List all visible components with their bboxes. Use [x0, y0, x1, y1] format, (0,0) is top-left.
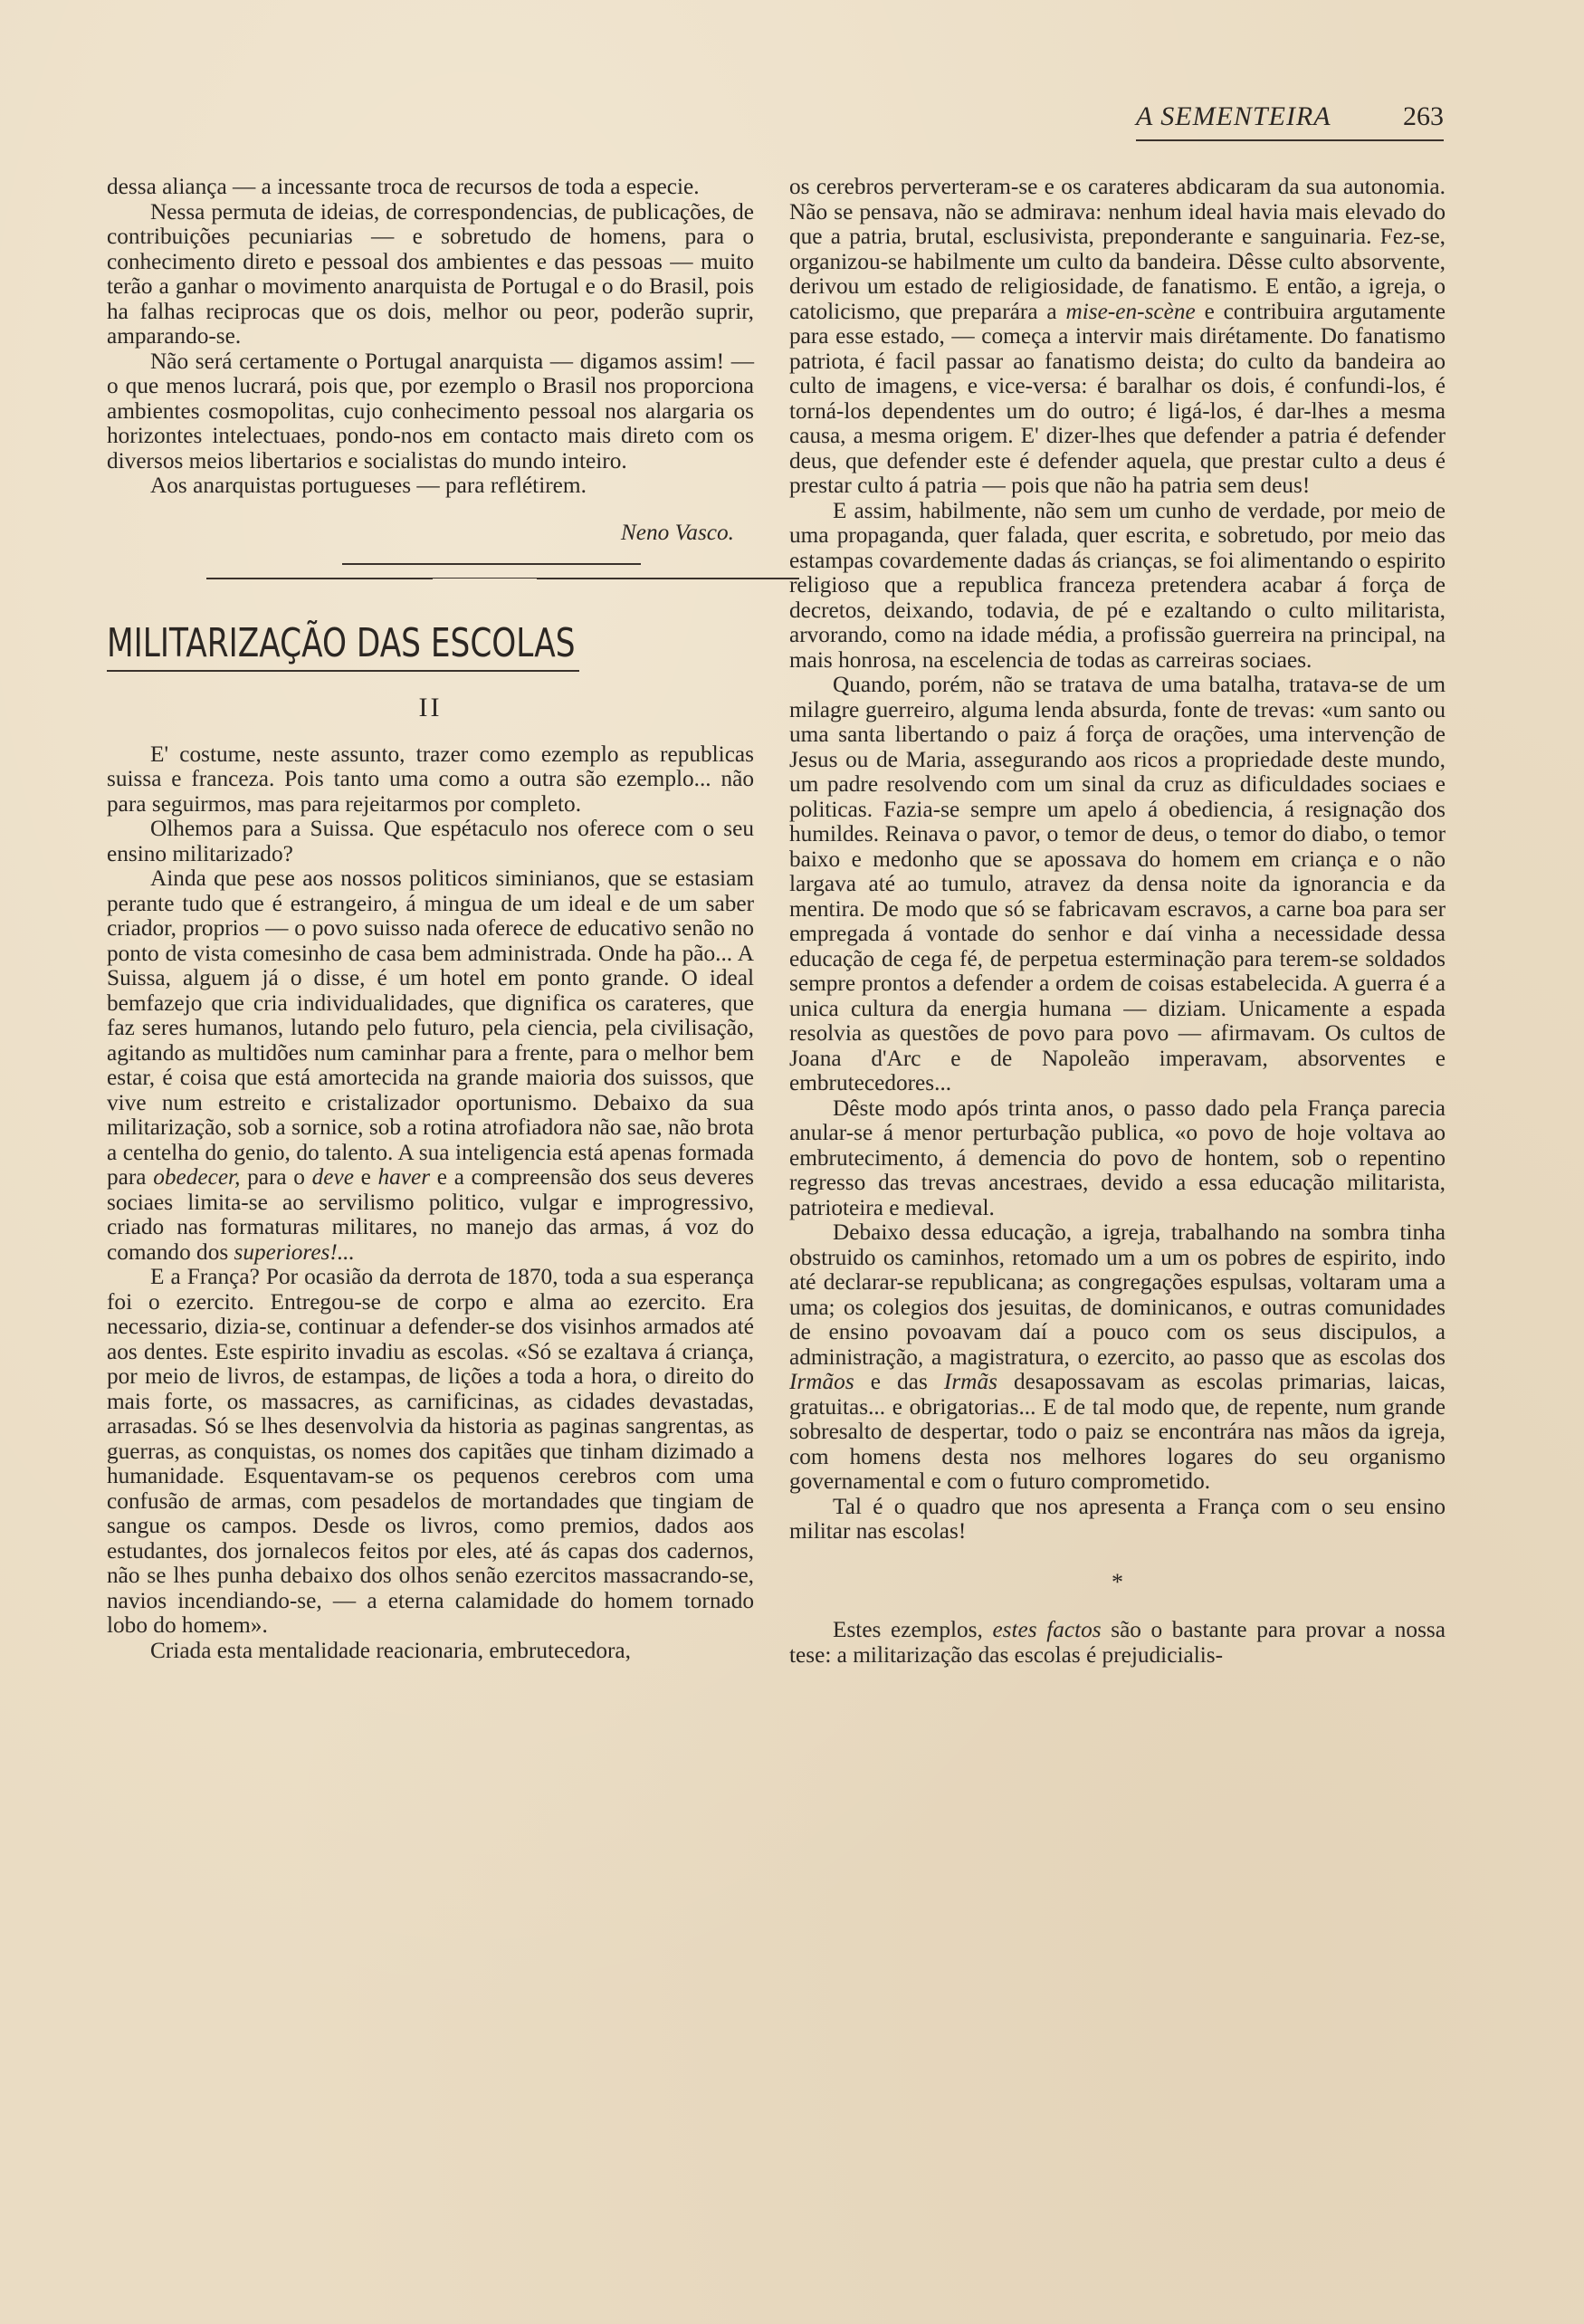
section-number: II — [418, 693, 443, 722]
paragraph: Criada esta mentalidade reacionaria, embrutecedora, — [150, 1637, 631, 1663]
italic-run: Irmãs — [943, 1369, 997, 1394]
text-run: e das — [854, 1369, 944, 1394]
author-signature: Neno Vasco. — [620, 519, 734, 545]
text-run: Estes ezemplos, — [833, 1617, 993, 1642]
right-column — [789, 175, 1446, 1668]
paragraph — [789, 1220, 1446, 1495]
separator-asterisk: * — [1112, 1568, 1123, 1595]
divider-rule — [342, 563, 641, 565]
text-run: e a compreensão dos seus deveres sociaes limita-se ao servilismo politico, vulgar e improgressivo, criado nas formaturas militares, no manejo das armas, á voz do comando dos — [107, 1164, 754, 1265]
text-run: Ainda que pese aos nossos politicos siminianos, que se estasiam perante tudo que é estrangeiro, á mingua de um ideal e de um saber criador, proprios — o povo suisso nada oferece de educativo senão no ponto de vista comesinho de casa bem administrada. Onde ha pão... A Suissa, alguem já o disse, é um hotel em ponto grande. O ideal bemfazejo que cria individualidades, que dignifica os carateres, que faz seres humanos, lutando pelo futuro, pela ciencia, pela civilisação, agitando as multidões num caminhar para a frente, para o melhor bem estar, é coisa que está amortecida na grande maioria dos suissos, que vive num estreito e cristalizador oportunismo. Debaixo da sua militarização, sob a sornice, sob a rotina atrofiadora não sae, não brota a centelha do genio, do talento. A sua inteligencia está apenas formada para — [107, 866, 754, 1190]
italic-run: Irmãos — [789, 1369, 854, 1394]
text-run: para o — [240, 1164, 312, 1190]
text-run: e contribuira argutamente para esse estado, — começa a intervir mais dirétamente. Do fanatismo patriota, é facil passar ao fanatismo deista; do culto da bandeira ao culto de imagens, e vice-versa: é baralhar os dois, é confundi-los, é torná-los dependentes um do outro; é ligá-los, é dar-lhes a mesma causa, a mesma origem. E' dizer-lhes que defender a patria é defender deus, que defender este é defender aquela, que prestar culto a deus é prestar culto á patria — pois que não ha patria sem deus! — [789, 298, 1446, 498]
publication-title: A SEMENTEIRA — [1136, 101, 1331, 131]
paragraph — [789, 1618, 1446, 1668]
page-number: 263 — [1403, 101, 1444, 131]
text-run: os cerebros perverteram-se e os carateres abdicaram da sua autonomia. Não se pensava, não se admirava: nenhum ideal havia mais elevado do que a patria, brutal, esclusivista, preponderante e sanguinaria. Fez-se, organizou-se habilmente um culto da bandeira. Dêsse culto absorvente, derivou um estado de religiosidade, de fanatismo. E então, a igreja, o catolicismo, que preparára a — [789, 174, 1446, 324]
paragraph — [789, 175, 1446, 499]
left-column — [107, 175, 754, 1663]
section-title: MILITARIZAÇÃO DAS ESCOLAS — [107, 620, 576, 666]
section-divider — [107, 563, 754, 599]
italic-run: estes factos — [992, 1617, 1102, 1642]
paragraph: Aos anarquistas portugueses — para reflétirem. — [150, 473, 587, 498]
title-underline — [107, 670, 579, 672]
paragraph: Olhemos para a Suissa. Que espétaculo nos oferece com o seu ensino militarizado? — [107, 816, 754, 866]
paragraph: Quando, porém, não se tratava de uma batalha, tratava-se de um milagre guerreiro, alguma lenda absurda, fonte de trevas: «um santo ou uma santa libertando o paiz á força de orações, uma intervenção de Jesus ou de Maria, assegurando aos ricos a propriedade deste mundo, um padre resolvendo com um sinal da cruz as dificuldades sociaes e politicas. Fazia-se sempre um apelo á obediencia, á resignação dos humildes. Reinava o pavor, o temor de deus, o temor do diabo, o temor baixo e medonho que se apossava do homem em criança e o não largava até ao tumulo, atravez da densa noite da ignorancia e da mentira. De modo que só se fabricavam escravos, a carne boa para ser empregada á vontade do senhor e daí vinha a necessidade dessa educação de cega fé, de perpetua esterminação para terem-se soldados sempre prontos a defender a ordem de coisas estabelecida. A guerra é a unica cultura da energia humana — diziam. Unicamente a espada resolvia as questões de povo para povo — afirmavam. Os cultos de Joana d'Arc e de Napoleão imperavam, absorventes e embrutecedores... — [789, 672, 1446, 1095]
divider-rule — [537, 578, 799, 579]
italic-run: deve — [311, 1164, 354, 1190]
paragraph: E assim, habilmente, não sem um cunho de verdade, por meio de uma propaganda, quer falada, quer escrita, e sobretudo, por meio das estampas covardemente dadas ás crianças, se foi alimentando o espirito religioso que a republica franceza pretendera acabar á força de decretos, deixando, todavia, de pé e ezaltando o culto militarista, arvorando, como na idade média, a profissão guerreira na principal, na mais honrosa, na escelencia de todas as carreiras sociaes. — [789, 497, 1446, 673]
italic-run: obedecer, — [153, 1164, 241, 1190]
text-run: desapossavam as escolas primarias, laicas, gratuitas... e obrigatorias... E de tal modo que, de repente, num grande sobresalto de despertar, todo o paiz se encontrára nas mãos da igreja, com homens desta nos melhores logares do seu organismo governamental e com o futuro comprometido. — [789, 1369, 1446, 1494]
text-run: Debaixo dessa educação, a igreja, trabalhando na sombra tinha obstruido os caminhos, retomado um a um os pobres de espirito, indo até declarar-se republicana; as congregações espulsas, voltaram uma a uma; os colegios dos jesuitas, de dominicanos, e outras comunidades de ensino povoavam daí a pouco com os seus discipulos, a administração, a magistratura, o ezercito, ao passo que as escolas dos — [789, 1219, 1446, 1370]
italic-run: superiores!... — [234, 1239, 355, 1265]
paragraph: E a França? Por ocasião da derrota de 1870, toda a sua esperança foi o ezercito. Entregou-se de corpo e alma ao ezercito. Era necessario, dizia-se, continuar a defender-se dos visinhos armados até aos dentes. Este espirito invadiu as escolas. «Só se ezaltava á criança, por meio de livros, de estampas, de lições a toda a hora, o direito do mais forte, os massacres, as carnificinas, as cidades devastadas, arrasadas. Só se lhes desenvolvia da historia as paginas sangrentas, as guerras, as conquistas, os nomes dos capitães que tinham dizimado a humanidade. Esquentavam-se os pequenos cerebros com uma confusão de armas, com pesadelos de mortandades que tingiam de sangue os campos. Desde os livros, como premios, dados aos estudantes, dos jornalecos feitos por eles, até ás capas dos cadernos, não se lhes punha debaixo dos olhos senão ezercitos massacrando-se, navios incendiando-se, — a eterna calamidade do homem tornado lobo do homem». — [107, 1264, 754, 1638]
text-run: são o bastante para provar a nossa tese: a militarização das escolas é prejudicialis- — [789, 1617, 1446, 1668]
paragraph: Tal é o quadro que nos apresenta a França com o seu ensino militar nas escolas! — [789, 1493, 1446, 1544]
text-run: e — [353, 1164, 378, 1190]
paragraph: E' costume, neste assunto, trazer como ezemplo as republicas suissa e franceza. Pois tanto uma como a outra são ezemplo... não para seguirmos, mas para rejeitarmos por completo. — [107, 741, 754, 817]
paragraph — [107, 866, 754, 1265]
paragraph: Dêste modo após trinta anos, o passo dado pela França parecia anular-se á menor perturbação publica, «o povo de hoje voltava ao embrutecimento, á demencia do povo de hontem, sob o repentino regresso das trevas ancestraes, devido a essa educação militarista, patrioteira e medieval. — [789, 1095, 1446, 1220]
running-head — [1136, 101, 1444, 141]
paragraph: dessa aliança — a incessante troca de recursos de toda a especie. — [107, 174, 700, 199]
paragraph: Não será certamente o Portugal anarquista — digamos assim! — o que menos lucrará, pois que, por ezemplo o Brasil nos proporciona ambientes cosmopolitas, cujo conhecimento pessoal nos alargaria os horizontes intelectuaes, pondo-nos em contacto mais direto com os diversos meios libertarios e socialistas do mundo inteiro. — [107, 348, 754, 473]
italic-run: haver — [377, 1164, 431, 1190]
italic-run: mise-en-scène — [1065, 298, 1196, 324]
paragraph: Nessa permuta de ideias, de correspondencias, de publicações, de contribuições pecuniarias — e sobretudo de homens, para o conhecimento direto e pessoal dos ambientes e das pessoas — muito terão a ganhar o movimento anarquista de Portugal e o do Brasil, pois ha falhas reciprocas que os dois, melhor ou peor, poderão suprir, amparando-se. — [107, 198, 754, 349]
